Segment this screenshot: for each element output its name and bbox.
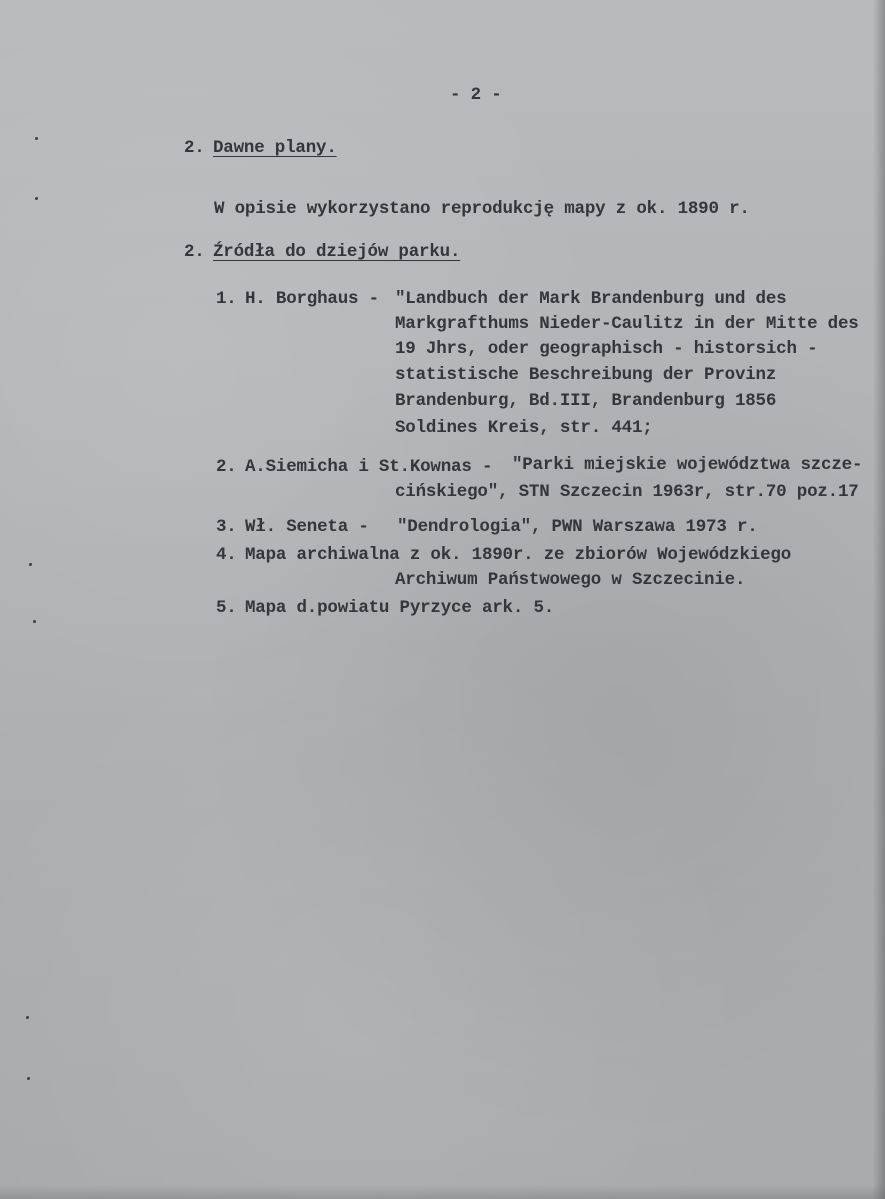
item-text-line: Archiwum Państwowego w Szczecinie.: [395, 570, 746, 590]
item-text-line: Mapa archiwalna z ok. 1890r. ze zbiorów Wojewódzkiego: [245, 545, 791, 565]
item-text-line: "Parki miejskie województwa szcze-: [512, 455, 863, 475]
item-text-line: Markgrafthums Nieder-Caulitz in der Mitte des: [395, 314, 859, 334]
item-text-line: 19 Jhrs, oder geographisch - historsich -: [395, 339, 818, 359]
item-number: 2.: [216, 457, 237, 477]
item-text-line: Soldines Kreis, str. 441;: [395, 418, 653, 438]
margin-mark: [27, 1077, 30, 1080]
paper-bottom-shadow: [0, 1185, 885, 1199]
margin-mark: [29, 563, 32, 566]
page-number: - 2 -: [450, 85, 502, 105]
section-heading-dawne-plany: Dawne plany.: [213, 138, 337, 158]
item-text-line: "Dendrologia", PWN Warszawa 1973 r.: [397, 517, 758, 537]
section-body: W opisie wykorzystano reprodukcję mapy z ok. 1890 r.: [214, 199, 750, 219]
item-number: 1.: [216, 289, 237, 309]
section-number: 2.: [184, 138, 205, 158]
item-author: Wł. Seneta -: [245, 517, 369, 537]
item-number: 3.: [216, 517, 237, 537]
section-number: 2.: [184, 242, 205, 262]
margin-mark: [33, 620, 36, 623]
margin-mark: [26, 1016, 29, 1019]
item-text-line: cińskiego", STN Szczecin 1963r, str.70 poz.17: [395, 482, 859, 502]
paper-right-shadow: [873, 0, 885, 1199]
item-text-line: Brandenburg, Bd.III, Brandenburg 1856: [395, 391, 777, 411]
item-text-line: Mapa d.powiatu Pyrzyce ark. 5.: [245, 598, 555, 618]
item-text-line: "Landbuch der Mark Brandenburg und des: [395, 289, 787, 309]
item-author: A.Siemicha i St.Kownas -: [245, 457, 493, 477]
item-number: 5.: [216, 598, 237, 618]
item-number: 4.: [216, 545, 237, 565]
margin-mark: [35, 137, 38, 140]
item-text-line: statistische Beschreibung der Provinz: [395, 365, 777, 385]
margin-mark: [35, 197, 38, 200]
section-heading-zrodla: Źródła do dziejów parku.: [213, 242, 461, 262]
item-author: H. Borghaus -: [245, 289, 379, 309]
